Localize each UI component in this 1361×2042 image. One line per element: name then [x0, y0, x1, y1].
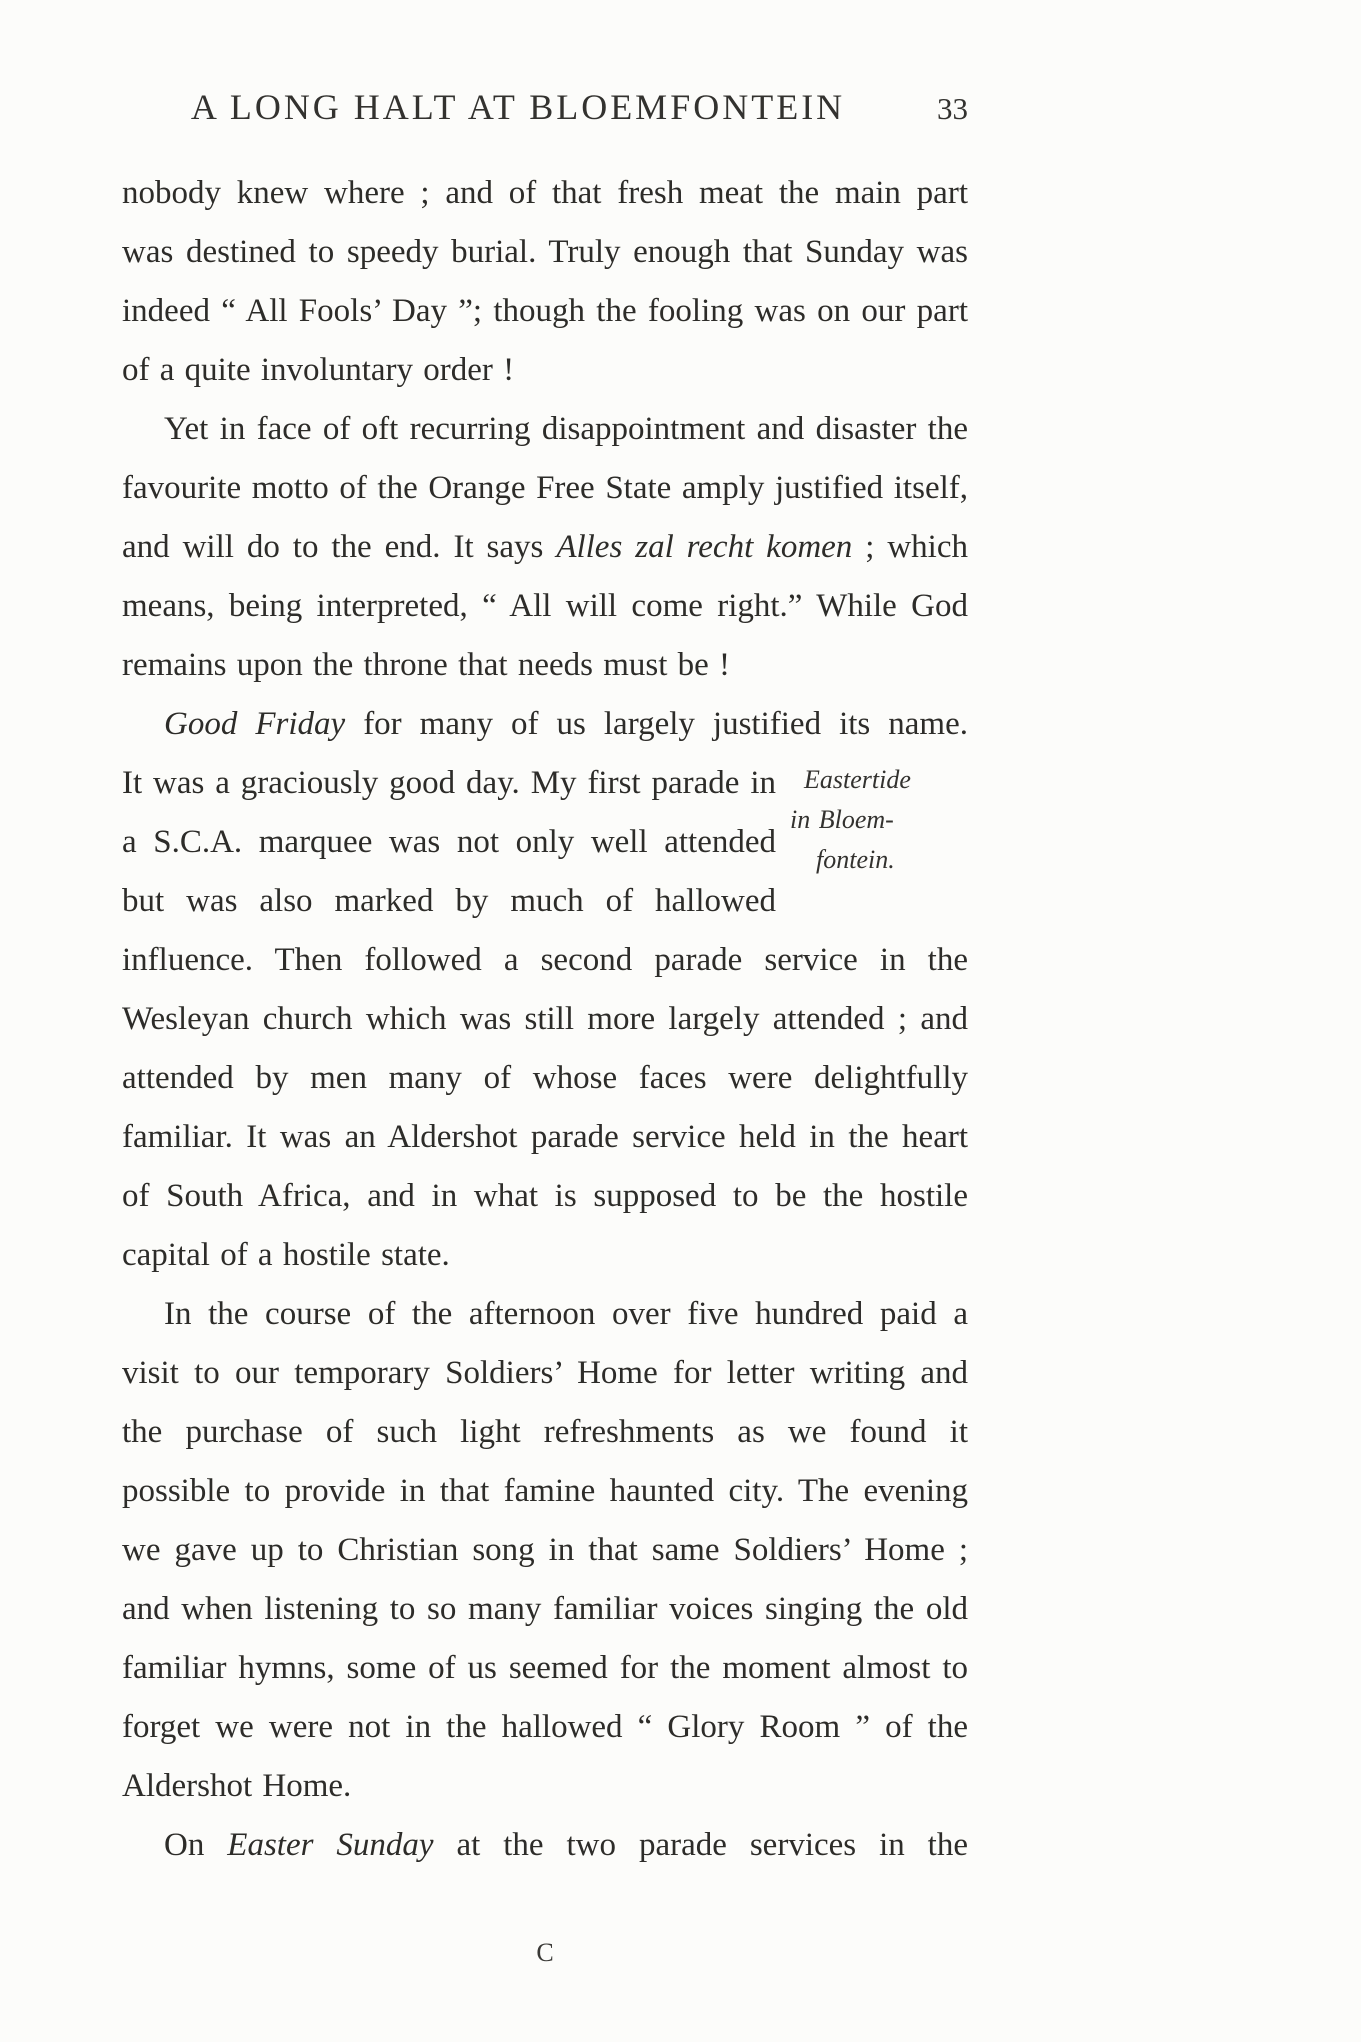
text-segment: at the two parade services in the — [433, 1827, 968, 1863]
paragraph — [122, 754, 968, 1285]
paragraph — [122, 1816, 968, 1875]
italic-text-segment: Easter Sunday — [227, 1827, 434, 1863]
text-segment: It was a graciously good day. My first parade in a S.C.A. marquee was not only well attended but was also marked by much of hallowed influence. Then followed a second parade service in the Wesleyan church which was still more largely attended ; and attended by men many of whose faces were delightfully familiar. It was an Aldershot parade service held in the heart of South Africa, and in what is supposed to be the hostile capital of a hostile state. — [122, 765, 968, 1273]
margin-note-line: fontein. — [816, 845, 895, 874]
paragraph — [122, 1285, 968, 1816]
text-segment: In the course of the afternoon over five hundred paid a visit to our temporary Soldiers’ Home for letter writing and the purchase of such light refreshments as we found it possible to provide in that famine haunted city. The evening we gave up to Christian song in that same Soldiers’ Home ; and when listening to so many familiar voices singing the old familiar hymns, some of us seemed for the moment almost to forget we were not in the hallowed “ Glory Room ” of the Aldershot Home. — [122, 1296, 968, 1804]
printers-signature-mark: C — [536, 1938, 554, 1967]
text-segment: for many of us largely justified its name. — [345, 706, 968, 742]
paragraph — [122, 695, 968, 754]
running-header — [122, 86, 968, 128]
text-block — [122, 86, 968, 1875]
paragraph — [122, 164, 968, 400]
text-segment: On — [164, 1827, 228, 1863]
italic-text-segment: Alles zal recht komen — [556, 529, 853, 565]
margin-note-line: Eastertide — [804, 765, 911, 794]
text-segment: nobody knew where ; and of that fresh meat the main part was destined to speedy burial. Truly enough that Sunday was indeed “ All Fools’ Day ”; though the fooling was on our part of a quite involuntary order ! — [122, 175, 968, 388]
body-text — [122, 164, 968, 1875]
text-segment: ; which means, being interpreted, “ All will come right.” While God remains upon the throne that needs must be ! — [122, 529, 968, 683]
margin-note-line: in Bloem- — [790, 805, 894, 834]
page-number: 33 — [937, 91, 968, 126]
text-segment: Yet in face of oft recurring disappointment and disaster the favourite motto of the Orange Free State amply justified itself, and will do to the end. It says — [122, 411, 968, 565]
running-header-title: A LONG HALT AT BLOEMFONTEIN — [190, 87, 846, 127]
italic-text-segment: Good Friday — [164, 706, 346, 742]
margin-note — [776, 760, 968, 880]
paragraph — [122, 400, 968, 695]
